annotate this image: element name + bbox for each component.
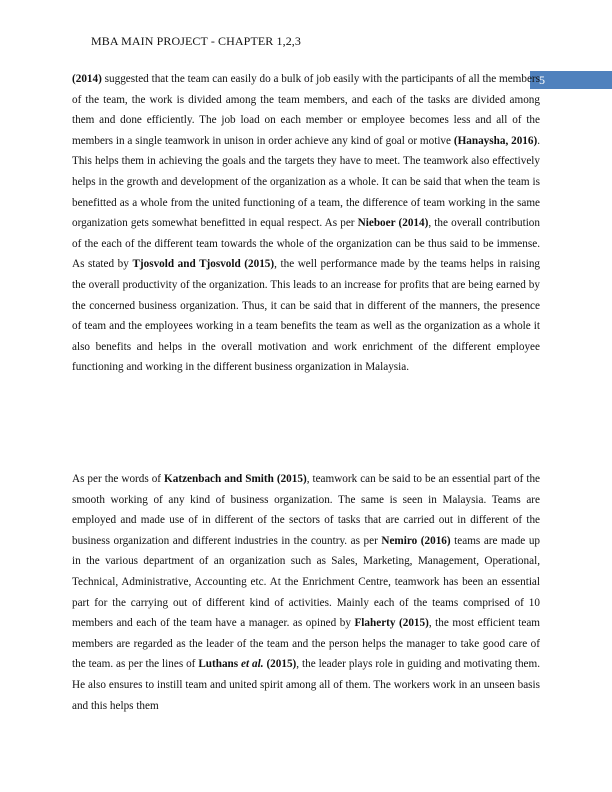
paragraph-text: , the leader plays role in guiding and motivating them. He also ensures to instill team and united spirit among all of them. The workers work in an unseen basis and this helps them — [72, 658, 540, 712]
page-number-badge: 5 — [530, 71, 612, 89]
citation-text: Katzenbach and Smith (2015) — [164, 473, 307, 485]
paragraph-text: teams are made up in the various department of an organization such as Sales, Marketing, Management, Operational, Technical, Administrative, Accounting etc. At the Enrichment Centre, teamwork has been an essential part for the carrying out of different kind of activities. Mainly each of the teams comprised of 10 members and each of the team have a manager. as opined by — [72, 534, 541, 630]
body-paragraph — [72, 69, 540, 378]
citation-text: (2014) — [72, 73, 102, 85]
citation-text: Nieboer (2014) — [357, 217, 429, 230]
paragraph-text: . This helps them in achieving the goals and the targets they have to meet. The teamwork also effectively helps in the growth and development of the organization as a whole. It can be said that when the team is benefitted as a whole from the united functioning of a team, the difference of team working in the same organization gets somewhat benefitted in equal respect. As per — [72, 134, 540, 230]
paragraph-text: As per the words of — [72, 473, 165, 485]
paragraph-text: , teamwork can be said to be an essential part of the smooth working of any kind of business organization. The same is seen in Malaysia. Teams are employed and made use of in different of the sectors of tasks that are carried out in different of the business organization and different industries in the country. as per — [72, 473, 541, 547]
page-header-title: MBA MAIN PROJECT - CHAPTER 1,2,3 — [91, 34, 302, 48]
citation-text: (Hanaysha, 2016) — [453, 134, 538, 147]
citation-text: Nemiro (2016) — [381, 534, 451, 547]
citation-text: (2015) — [263, 658, 297, 671]
paragraph-text: , the most efficient team members are regarded as the leader of the team and the person helps the manager to take good care of the team. as per the lines of — [72, 617, 540, 671]
paragraph-text: , the overall contribution of the each of the different team towards the whole of the organization can be thus said to be immense. As stated by — [72, 217, 540, 271]
citation-text: Flaherty (2015) — [354, 617, 429, 630]
citation-text: Luthans — [198, 658, 242, 671]
citation-text: Tjosvold and Tjosvold (2015) — [132, 258, 275, 271]
paragraph-text: , the well performance made by the teams helps in raising the overall productivity of the organization. This leads to an increase for profits that are being earned by the concerned business organization. Thus, it can be said that in different of the manners, the presence of team and the employees working in a team benefits the team as well as the organization as a whole it also benefits and helps in the overall motivation and work enrichment of the different employee functioning and working in the different business organization in Malaysia. — [72, 258, 541, 374]
body-paragraph — [72, 469, 540, 716]
paragraph-text: suggested that the team can easily do a bulk of job easily with the participants of all the members of the team, the work is divided among the team members, and each of the tasks are divided among them and done efficiently. The job load on each member or employee becomes less and all of the members in a single teamwork in unison in order achieve any kind of goal or motive — [72, 73, 540, 147]
citation-text-italic: et al. — [241, 658, 264, 671]
